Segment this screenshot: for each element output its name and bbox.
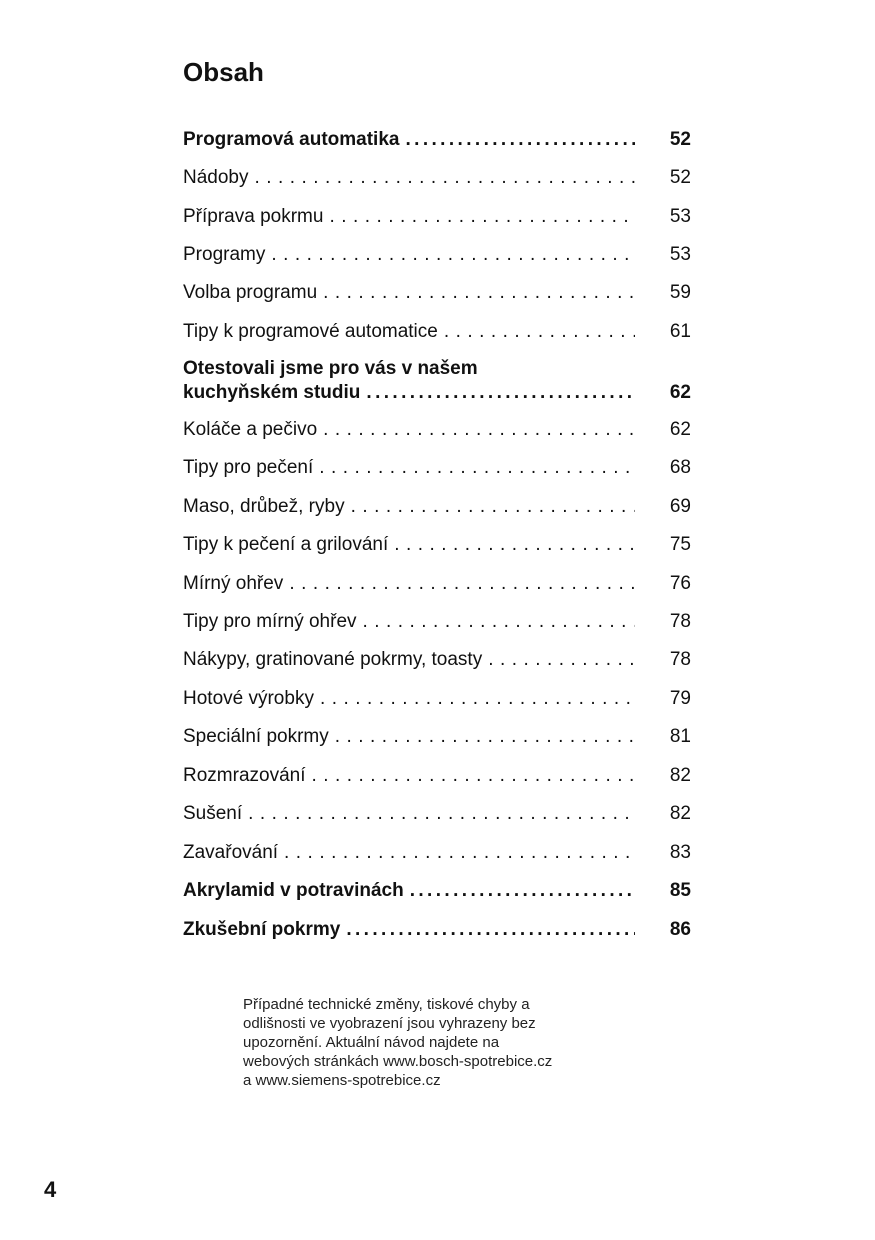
dot-leader <box>271 243 635 267</box>
toc-entry-nakypy[interactable] <box>183 648 691 672</box>
toc-entry-rozmrazovani[interactable] <box>183 764 691 788</box>
toc-entry-page: 62 <box>669 419 691 440</box>
dot-leader <box>329 205 635 229</box>
dot-leader <box>248 802 635 826</box>
toc-entry-maso-drubez-ryby[interactable] <box>183 495 691 519</box>
toc-entry-tipy-k-peceni-a-grilovani[interactable] <box>183 533 691 557</box>
toc-entry-page: 59 <box>669 282 691 303</box>
dot-leader <box>284 841 635 865</box>
page-title: Obsah <box>183 57 264 87</box>
toc-entry-label-line1: Otestovali jsme pro vás v našem <box>183 358 478 379</box>
page-number: 4 <box>44 1177 57 1202</box>
toc-entry-page: 86 <box>669 919 691 940</box>
dot-leader <box>410 879 635 903</box>
toc-entry-label: Volba programu <box>183 282 318 303</box>
toc-entry-otestovali-jsme[interactable] <box>183 357 691 405</box>
toc-entry-label: Příprava pokrmu <box>183 206 324 227</box>
toc-entry-zavarovani[interactable] <box>183 841 691 865</box>
toc-entry-page: 82 <box>669 765 691 786</box>
toc-entry-label: Tipy k pečení a grilování <box>183 534 389 555</box>
dot-leader <box>323 281 635 305</box>
toc-entry-label: Zavařování <box>183 842 279 863</box>
toc-entry-label-line2: kuchyňském studiu <box>183 382 361 403</box>
dot-leader <box>405 128 635 152</box>
dot-leader <box>394 533 635 557</box>
dot-leader <box>289 572 635 596</box>
toc-entry-kolace-a-pecivo[interactable] <box>183 418 691 442</box>
toc-entry-tipy-pro-peceni[interactable] <box>183 456 691 480</box>
toc-entry-label: Rozmrazování <box>183 765 306 786</box>
dot-leader <box>320 687 635 711</box>
toc-entry-page: 82 <box>669 803 691 824</box>
toc-entry-page: 52 <box>669 129 691 150</box>
toc-entry-nadoby[interactable] <box>183 166 691 190</box>
dot-leader <box>312 764 636 788</box>
toc-entry-volba-programu[interactable] <box>183 281 691 305</box>
toc-entry-label: Koláče a pečivo <box>183 419 318 440</box>
toc-entry-label: Programová automatika <box>183 129 400 150</box>
note-line: Případné technické změny, tiskové chyby a <box>243 996 530 1013</box>
toc-entry-page: 52 <box>669 167 691 188</box>
toc-entry-label: Speciální pokrmy <box>183 726 329 747</box>
toc-entry-hotove-vyrobky[interactable] <box>183 687 691 711</box>
toc-entry-label: Maso, drůbež, ryby <box>183 496 345 517</box>
toc-entry-page: 78 <box>669 649 691 670</box>
dot-leader <box>323 418 635 442</box>
toc-entry-programova-automatika[interactable] <box>183 128 691 152</box>
toc-entry-label: Tipy k programové automatice <box>183 321 438 342</box>
toc-entry-label: Hotové výrobky <box>183 688 314 709</box>
toc-entry-label: Nádoby <box>183 167 249 188</box>
dot-leader <box>363 610 635 634</box>
toc-entry-page: 83 <box>669 842 691 863</box>
toc-entry-label: Akrylamid v potravinách <box>183 880 404 901</box>
toc-entry-label: Tipy pro pečení <box>183 457 314 478</box>
toc-entry-mirny-ohrev[interactable] <box>183 572 691 596</box>
note-line: odlišnosti ve vyobrazení jsou vyhrazeny bez <box>243 1015 536 1032</box>
toc-entry-akrylamid[interactable] <box>183 879 691 903</box>
toc-entry-label: Programy <box>183 244 266 265</box>
toc-entry-label: Nákypy, gratinované pokrmy, toasty <box>183 649 483 670</box>
toc-entry-page: 85 <box>669 880 691 901</box>
toc-entry-page: 76 <box>669 573 691 594</box>
toc-entry-page: 62 <box>669 382 691 403</box>
dot-leader <box>488 648 635 672</box>
dot-leader <box>335 725 635 749</box>
toc-entry-page: 79 <box>669 688 691 709</box>
toc-entry-tipy-k-programove-automatice[interactable] <box>183 320 691 344</box>
toc-entry-tipy-pro-mirny-ohrev[interactable] <box>183 610 691 634</box>
dot-leader <box>319 456 635 480</box>
toc-entry-page: 61 <box>669 321 691 342</box>
toc-entry-page: 53 <box>669 206 691 227</box>
dot-leader <box>366 381 635 405</box>
note-line: webových stránkách www.bosch-spotrebice.cz <box>243 1053 553 1070</box>
note-line: a www.siemens-spotrebice.cz <box>243 1072 441 1089</box>
toc-entry-label: Mírný ohřev <box>183 573 284 594</box>
toc-entry-programy[interactable] <box>183 243 691 267</box>
toc-entry-suseni[interactable] <box>183 802 691 826</box>
toc-entry-page: 68 <box>669 457 691 478</box>
toc-entry-label: Zkušební pokrmy <box>183 919 341 940</box>
toc-entry-page: 53 <box>669 244 691 265</box>
toc-entry-page: 75 <box>669 534 691 555</box>
toc-entry-specialni-pokrmy[interactable] <box>183 725 691 749</box>
toc-entry-label: Sušení <box>183 803 243 824</box>
disclaimer-note <box>243 995 623 1090</box>
dot-leader <box>444 320 635 344</box>
toc-entry-priprava-pokrmu[interactable] <box>183 205 691 229</box>
toc-entry-page: 81 <box>669 726 691 747</box>
dot-leader <box>255 166 636 190</box>
toc-entry-page: 78 <box>669 611 691 632</box>
note-line: upozornění. Aktuální návod najdete na <box>243 1034 500 1051</box>
toc-entry-zkusebni-pokrmy[interactable] <box>183 918 691 942</box>
dot-leader <box>351 495 635 519</box>
toc-entry-page: 69 <box>669 496 691 517</box>
toc-entry-label: Tipy pro mírný ohřev <box>183 611 357 632</box>
dot-leader <box>346 918 635 942</box>
